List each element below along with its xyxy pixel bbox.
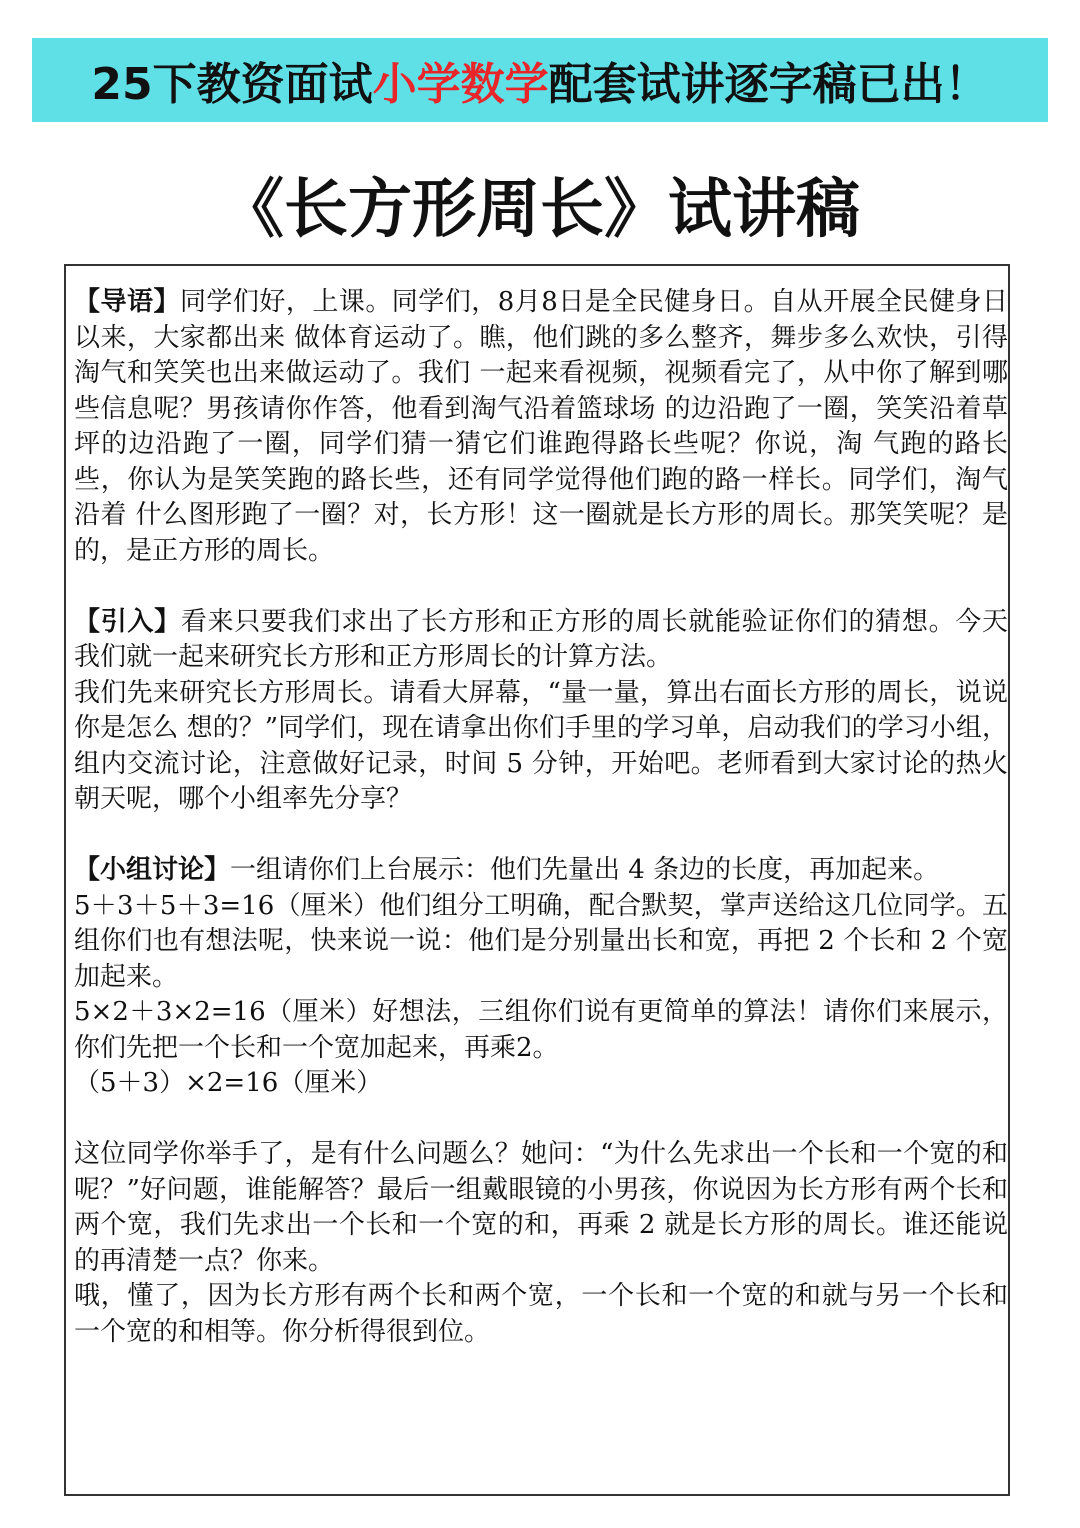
intro-text: 同学们好，上课。同学们，8月8日是全民健身日。自从开展全民健身日以来，大家都出来 做体育运动了。瞧，他们跳的多么整齐，舞步多么欢快，引得淘气和笑笑也出来做运动了。我们 一起来看视频，视频看完了，从中你了解到哪些信息呢？男孩请你作答，他看到淘气沿着篮球场 的边沿跑了一圈，笑笑沿着草坪的边沿跑了一圈，同学们猜一猜它们谁跑得路长些呢？你说，淘 气跑的路长些，你认为是笑笑跑的路长些，还有同学觉得他们跑的路一样长。同学们，淘气沿着 什么图形跑了一圈？对，长方形！这一圈就是长方形的周长。那笑笑呢？是的，是正方形的周长。 bbox=[74, 287, 1009, 566]
banner-prefix: 25下教资面试 bbox=[91, 59, 373, 110]
discussion-text: 一组请你们上台展示：他们先量出 4 条边的长度，再加起来。 bbox=[230, 855, 940, 885]
discussion-line-4: （5＋3）×2=16（厘米） bbox=[74, 1068, 383, 1098]
banner-highlight: 小学数学 bbox=[372, 59, 549, 110]
lead-in-paragraph-2: 我们先来研究长方形周长。请看大屏幕，“量一量，算出右面长方形的周长，说说你是怎么 想的？”同学们，现在请拿出你们手里的学习单，启动我们的学习小组，组内交流讨论，注意做好记录，时间 5 分钟，开始吧。老师看到大家讨论的热火朝天呢，哪个小组率先分享？ bbox=[74, 677, 1008, 814]
discussion-line-2: 5＋3＋5＋3=16（厘米）他们组分工明确，配合默契，掌声送给这几位同学。五组你们也有想法呢，快来说一说：他们是分别量出长和宽，再把 2 个长和 2 个宽加起来。 bbox=[74, 890, 1008, 992]
lecture-script-body bbox=[74, 285, 1008, 1350]
qa-paragraph-2: 哦，懂了，因为长方形有两个长和两个宽，一个长和一个宽的和就与另一个长和一个宽的和相等。你分析得很到位。 bbox=[74, 1281, 1008, 1347]
discussion-line-3: 5×2＋3×2=16（厘米）好想法，三组你们说有更简单的算法！请你们来展示，你们先把一个长和一个宽加起来，再乘2。 bbox=[74, 997, 1008, 1063]
lead-in-tag: 【引入】 bbox=[74, 606, 181, 637]
lead-in-text: 看来只要我们求出了长方形和正方形的周长就能验证你们的猜想。今天我们就一起来研究长方形和正方形周长的计算方法。 bbox=[74, 606, 1008, 672]
discussion-paragraph bbox=[74, 853, 1008, 889]
qa-paragraph: 这位同学你举手了，是有什么问题么？她问：“为什么先求出一个长和一个宽的和呢？”好问题，谁能解答？最后一组戴眼镜的小男孩，你说因为长方形有两个长和两个宽，我们先求出一个长和一个宽的和，再乘 2 就是长方形的周长。谁还能说的再清楚一点？你来。 bbox=[74, 1139, 1008, 1276]
discussion-tag: 【小组讨论】 bbox=[74, 855, 231, 885]
intro-paragraph bbox=[74, 285, 1008, 569]
lead-in-paragraph bbox=[74, 605, 1008, 676]
promo-banner bbox=[32, 38, 1048, 122]
document-title: 《长方形周长》试讲稿 bbox=[220, 172, 860, 247]
intro-tag: 【导语】 bbox=[74, 287, 180, 317]
banner-suffix: 配套试讲逐字稿已出！ bbox=[548, 59, 989, 110]
